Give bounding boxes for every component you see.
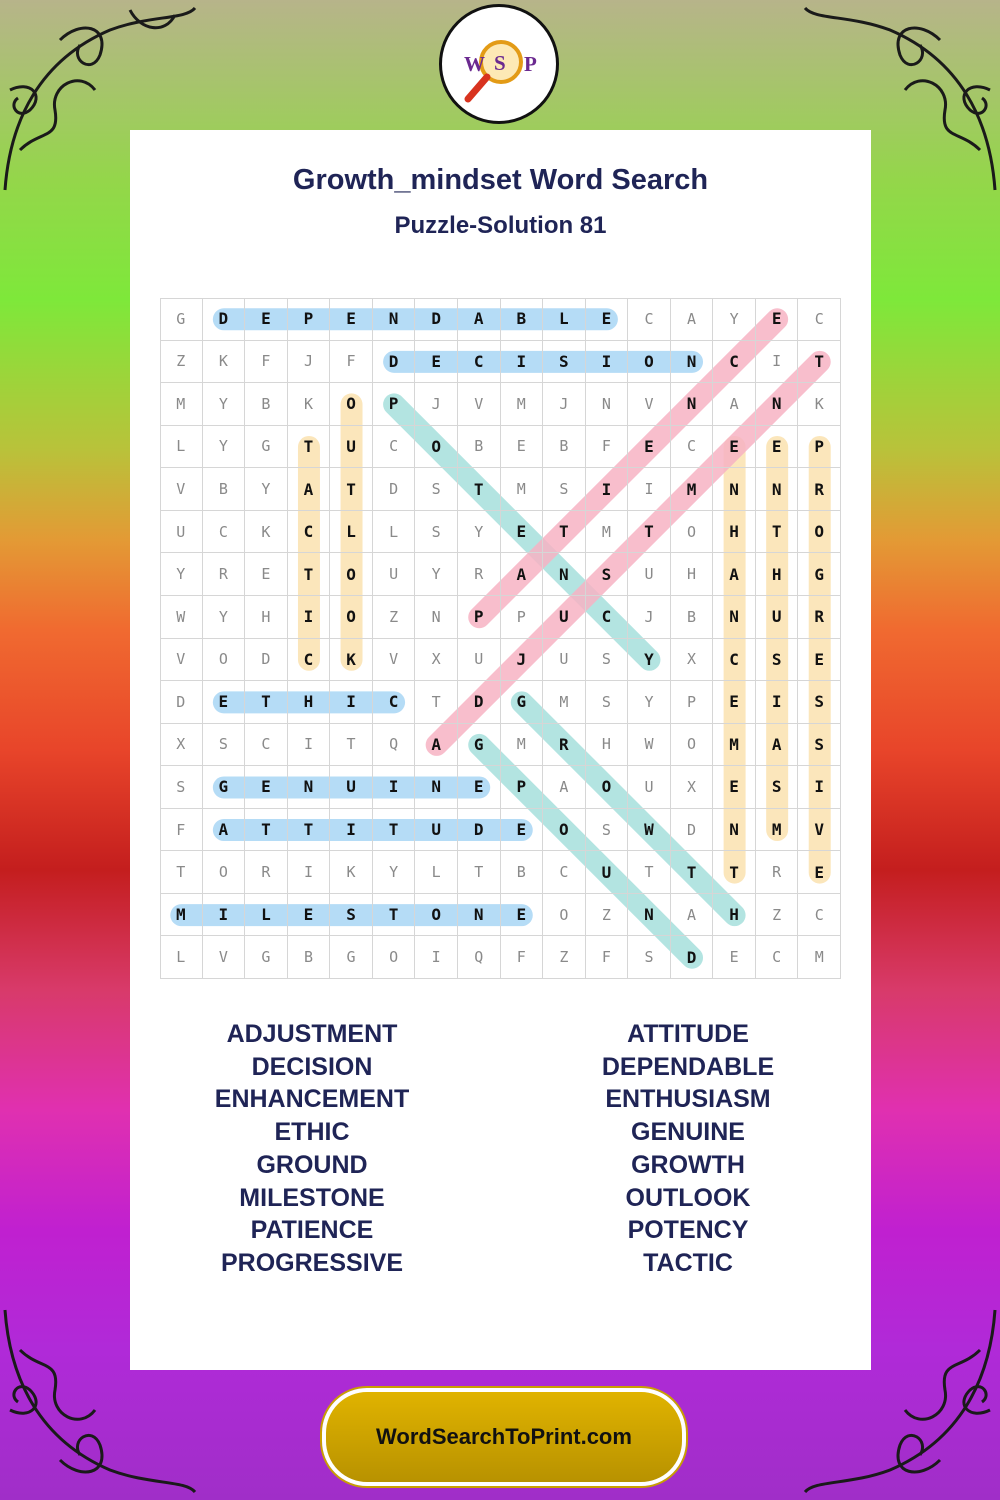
word-list-right [528, 1018, 848, 1280]
grid-cell[interactable]: C [373, 681, 416, 724]
grid-cell[interactable]: E [586, 298, 629, 341]
grid-cell[interactable]: E [756, 426, 799, 469]
grid-cell[interactable]: B [245, 383, 288, 426]
grid-cell[interactable]: A [501, 553, 544, 596]
grid-cell[interactable]: M [501, 468, 544, 511]
grid-cell[interactable]: I [330, 809, 373, 852]
grid-cell[interactable]: F [160, 809, 203, 852]
grid-cell[interactable]: Z [160, 341, 203, 384]
grid-cell[interactable]: N [415, 596, 458, 639]
grid-cell[interactable]: I [288, 851, 331, 894]
word-list-item: MILESTONE [239, 1183, 385, 1212]
grid-cell[interactable]: H [288, 681, 331, 724]
grid-cell[interactable]: P [373, 383, 416, 426]
grid-cell[interactable]: Y [203, 426, 246, 469]
grid-cell[interactable]: R [798, 468, 841, 511]
grid-cell[interactable]: M [586, 511, 629, 554]
grid-cell[interactable]: V [203, 936, 246, 979]
grid-cell[interactable]: V [160, 468, 203, 511]
grid-cell[interactable]: E [415, 341, 458, 384]
grid-cell[interactable]: C [288, 511, 331, 554]
site-link-button[interactable]: WordSearchToPrint.com [322, 1388, 686, 1486]
grid-cell[interactable]: Q [373, 724, 416, 767]
grid-cell[interactable]: J [628, 596, 671, 639]
grid-cell[interactable]: L [373, 511, 416, 554]
grid-cell[interactable]: J [501, 639, 544, 682]
grid-cell[interactable]: W [160, 596, 203, 639]
grid-cell[interactable]: I [415, 936, 458, 979]
grid-cell[interactable]: X [671, 639, 714, 682]
grid-cell[interactable]: A [288, 468, 331, 511]
grid-cell[interactable]: D [203, 298, 246, 341]
grid-cell[interactable]: G [330, 936, 373, 979]
grid-cell[interactable]: G [203, 766, 246, 809]
grid-cell[interactable]: S [798, 724, 841, 767]
grid-cell[interactable]: C [288, 639, 331, 682]
word-list-item: ATTITUDE [627, 1020, 749, 1048]
grid-cell[interactable]: V [373, 639, 416, 682]
grid-cell[interactable]: U [543, 596, 586, 639]
word-search-grid [160, 298, 841, 979]
grid-cell[interactable]: E [713, 681, 756, 724]
grid-cell[interactable]: L [543, 298, 586, 341]
grid-cell[interactable]: Z [543, 936, 586, 979]
grid-cell[interactable]: R [458, 553, 501, 596]
grid-cell[interactable]: Z [586, 894, 629, 937]
logo-letter-w: W [464, 52, 485, 76]
word-list-item: PATIENCE [250, 1216, 374, 1245]
grid-cell[interactable]: E [713, 426, 756, 469]
word-list-left [152, 1018, 472, 1280]
grid-cell[interactable]: Y [415, 553, 458, 596]
grid-cell[interactable]: W [628, 809, 671, 852]
grid-cell[interactable]: N [373, 298, 416, 341]
grid-cell[interactable]: S [586, 809, 629, 852]
grid-cell[interactable]: A [671, 298, 714, 341]
grid-cell[interactable]: Y [245, 468, 288, 511]
grid-cell[interactable]: E [245, 553, 288, 596]
grid-cell[interactable]: C [671, 426, 714, 469]
grid-cell[interactable]: B [543, 426, 586, 469]
grid-cell[interactable]: F [330, 341, 373, 384]
grid-cell[interactable]: Y [628, 681, 671, 724]
grid-cell[interactable]: S [203, 724, 246, 767]
grid-cell[interactable]: B [288, 936, 331, 979]
grid-cell[interactable]: K [330, 639, 373, 682]
magnifier-icon [442, 7, 556, 121]
grid-cell[interactable]: S [330, 894, 373, 937]
grid-cell[interactable]: G [501, 681, 544, 724]
grid-cell[interactable]: N [756, 468, 799, 511]
grid-cell[interactable]: Y [160, 553, 203, 596]
grid-cell[interactable]: C [373, 426, 416, 469]
grid-cell[interactable]: T [628, 851, 671, 894]
grid-cell[interactable]: P [458, 596, 501, 639]
grid-cell[interactable]: S [586, 639, 629, 682]
grid-cell[interactable]: O [330, 553, 373, 596]
word-list-item: POTENCY [627, 1216, 749, 1245]
grid-cell[interactable]: H [586, 724, 629, 767]
grid-cell[interactable]: E [245, 766, 288, 809]
grid-cell[interactable]: R [245, 851, 288, 894]
grid-cell[interactable]: K [288, 383, 331, 426]
grid-cell[interactable]: T [671, 851, 714, 894]
grid-cell[interactable]: L [245, 894, 288, 937]
word-list-item: GROWTH [631, 1150, 745, 1179]
grid-cell[interactable]: T [373, 809, 416, 852]
grid-cell[interactable]: K [330, 851, 373, 894]
grid-cell[interactable]: E [501, 426, 544, 469]
grid-cell[interactable]: M [501, 724, 544, 767]
grid-cell[interactable]: T [330, 724, 373, 767]
grid-cell[interactable]: X [671, 766, 714, 809]
grid-cell[interactable]: S [798, 681, 841, 724]
grid-cell[interactable]: Y [458, 511, 501, 554]
grid-cell[interactable]: Y [373, 851, 416, 894]
grid-cell[interactable]: E [330, 298, 373, 341]
grid-cell[interactable]: D [671, 936, 714, 979]
grid-cell[interactable]: O [628, 341, 671, 384]
puzzle-panel [130, 130, 871, 1370]
site-logo[interactable] [439, 4, 559, 124]
grid-cell[interactable]: C [756, 936, 799, 979]
grid-cell[interactable]: D [415, 298, 458, 341]
word-list-item: DEPENDABLE [601, 1052, 775, 1081]
grid-cell[interactable]: J [415, 383, 458, 426]
grid-cell[interactable]: N [713, 596, 756, 639]
grid-cell[interactable]: C [586, 596, 629, 639]
grid-cell[interactable]: I [288, 596, 331, 639]
grid-cell[interactable]: E [501, 809, 544, 852]
grid-cell[interactable]: D [160, 681, 203, 724]
grid-cell[interactable]: D [373, 468, 416, 511]
grid-cell[interactable]: U [628, 766, 671, 809]
grid-cell[interactable]: S [756, 766, 799, 809]
grid-cell[interactable]: H [713, 894, 756, 937]
page-subtitle: Puzzle-Solution 81 [394, 212, 607, 239]
logo-letter-p: P [524, 52, 537, 76]
grid-cell[interactable]: M [798, 936, 841, 979]
grid-cell[interactable]: T [458, 851, 501, 894]
grid-cell[interactable]: H [756, 553, 799, 596]
grid-cell[interactable]: N [713, 809, 756, 852]
grid-cell[interactable]: G [458, 724, 501, 767]
grid-cell[interactable]: T [713, 851, 756, 894]
grid-cell[interactable]: V [458, 383, 501, 426]
grid-cell[interactable]: T [798, 341, 841, 384]
grid-cell[interactable]: I [501, 341, 544, 384]
grid-cell[interactable]: F [501, 936, 544, 979]
grid-cell[interactable]: E [713, 766, 756, 809]
grid-cell[interactable]: A [458, 298, 501, 341]
word-list-item: GENUINE [631, 1118, 745, 1147]
grid-cell[interactable]: H [671, 553, 714, 596]
grid-cell[interactable]: X [160, 724, 203, 767]
grid-cell[interactable]: N [713, 468, 756, 511]
grid-cell[interactable]: R [203, 553, 246, 596]
grid-cell[interactable]: C [713, 341, 756, 384]
grid-cell[interactable]: E [288, 894, 331, 937]
grid-cell[interactable]: T [373, 894, 416, 937]
grid-cell[interactable]: C [543, 851, 586, 894]
grid-cell[interactable]: M [160, 383, 203, 426]
grid-cell[interactable]: A [415, 724, 458, 767]
grid-cell[interactable]: T [288, 553, 331, 596]
grid-cell[interactable]: I [288, 724, 331, 767]
grid-cell[interactable]: E [628, 426, 671, 469]
grid-cell[interactable]: T [628, 511, 671, 554]
grid-cell[interactable]: O [330, 596, 373, 639]
grid-cell[interactable]: C [713, 639, 756, 682]
grid-cell[interactable]: U [756, 596, 799, 639]
grid-cell[interactable]: K [203, 341, 246, 384]
grid-cell[interactable]: K [245, 511, 288, 554]
grid-cell[interactable]: C [798, 894, 841, 937]
word-list-item: ETHIC [274, 1118, 350, 1147]
grid-cell[interactable]: S [415, 511, 458, 554]
grid-cell[interactable]: N [628, 894, 671, 937]
grid-cell[interactable]: E [713, 936, 756, 979]
grid-cell[interactable]: C [245, 724, 288, 767]
grid-cell[interactable]: Y [628, 639, 671, 682]
grid-cell[interactable]: F [586, 426, 629, 469]
grid-cell[interactable]: P [798, 426, 841, 469]
grid-cell[interactable]: U [458, 639, 501, 682]
grid-cell[interactable]: O [330, 383, 373, 426]
grid-cell[interactable]: K [798, 383, 841, 426]
grid-cell[interactable]: D [245, 639, 288, 682]
grid-cell[interactable]: I [756, 681, 799, 724]
grid-cell[interactable]: T [458, 468, 501, 511]
grid-cell[interactable]: U [330, 426, 373, 469]
grid-cell[interactable]: O [415, 426, 458, 469]
grid-cell[interactable]: F [245, 341, 288, 384]
grid-cell[interactable]: P [501, 596, 544, 639]
grid-cell[interactable]: T [288, 809, 331, 852]
word-list-item: ADJUSTMENT [226, 1020, 398, 1048]
grid-cell[interactable]: O [203, 851, 246, 894]
grid-cell[interactable]: O [373, 936, 416, 979]
grid-cell[interactable]: H [245, 596, 288, 639]
grid-cell[interactable]: P [501, 766, 544, 809]
grid-cell[interactable]: N [458, 894, 501, 937]
grid-cell[interactable]: I [373, 766, 416, 809]
logo-letter-s: S [494, 51, 506, 75]
grid-cell[interactable]: X [415, 639, 458, 682]
grid-cell[interactable]: S [543, 468, 586, 511]
grid-cell[interactable]: Y [203, 596, 246, 639]
grid-cell[interactable]: M [543, 681, 586, 724]
grid-cell[interactable]: E [501, 894, 544, 937]
grid-cell[interactable]: C [203, 511, 246, 554]
grid-cell[interactable]: E [756, 298, 799, 341]
grid-cell[interactable]: N [671, 383, 714, 426]
grid-cell[interactable]: Y [713, 298, 756, 341]
grid-cell[interactable]: E [798, 639, 841, 682]
grid-cell[interactable]: U [373, 553, 416, 596]
grid-cell[interactable]: U [415, 809, 458, 852]
grid-cell[interactable]: I [798, 766, 841, 809]
grid-cell[interactable]: L [330, 511, 373, 554]
grid-cell[interactable]: E [203, 681, 246, 724]
grid-cell[interactable]: C [628, 298, 671, 341]
grid-cell[interactable]: W [628, 724, 671, 767]
page-title: Growth_mindset Word Search [292, 164, 709, 196]
grid-cell[interactable]: P [671, 681, 714, 724]
grid-cell[interactable]: O [543, 809, 586, 852]
grid-cell[interactable]: E [501, 511, 544, 554]
grid-cell[interactable]: J [543, 383, 586, 426]
grid-cell[interactable]: M [501, 383, 544, 426]
grid-cell[interactable]: U [628, 553, 671, 596]
grid-cell[interactable]: N [586, 383, 629, 426]
grid-cell[interactable]: M [756, 809, 799, 852]
grid-cell[interactable]: F [586, 936, 629, 979]
grid-cell[interactable]: S [543, 341, 586, 384]
grid-cell[interactable]: A [203, 809, 246, 852]
grid-cell[interactable]: L [415, 851, 458, 894]
grid-cell[interactable]: G [245, 936, 288, 979]
grid-cell[interactable]: T [756, 511, 799, 554]
grid-cell[interactable]: S [628, 936, 671, 979]
grid-cell[interactable]: V [798, 809, 841, 852]
grid-cell[interactable]: G [798, 553, 841, 596]
grid-cell[interactable]: U [160, 511, 203, 554]
word-list-item: TACTIC [643, 1248, 733, 1277]
grid-cell[interactable]: E [245, 298, 288, 341]
grid-cell[interactable]: C [458, 341, 501, 384]
grid-cell[interactable]: L [160, 426, 203, 469]
grid-cell[interactable]: A [713, 553, 756, 596]
grid-cell[interactable]: D [458, 681, 501, 724]
grid-cell[interactable]: M [160, 894, 203, 937]
grid-cell[interactable]: M [671, 468, 714, 511]
grid-cell[interactable]: A [671, 894, 714, 937]
grid-cell[interactable]: S [586, 553, 629, 596]
grid-cell[interactable]: S [415, 468, 458, 511]
grid-cell[interactable]: I [628, 468, 671, 511]
grid-cell[interactable]: A [756, 724, 799, 767]
grid-cell[interactable]: N [415, 766, 458, 809]
grid-cell[interactable]: U [330, 766, 373, 809]
grid-cell[interactable]: T [330, 468, 373, 511]
grid-cell[interactable]: T [543, 511, 586, 554]
word-list-item: GROUND [256, 1150, 368, 1179]
grid-cell[interactable]: O [543, 894, 586, 937]
grid-cell[interactable]: D [671, 809, 714, 852]
grid-cell[interactable]: R [543, 724, 586, 767]
grid-cell[interactable]: I [586, 468, 629, 511]
grid-cell[interactable]: T [245, 681, 288, 724]
grid-cell[interactable]: J [288, 341, 331, 384]
grid-cell[interactable]: S [586, 681, 629, 724]
word-list-item: DECISION [251, 1052, 373, 1081]
grid-cell[interactable]: N [543, 553, 586, 596]
grid-cell[interactable]: B [501, 298, 544, 341]
grid-cell[interactable]: O [586, 766, 629, 809]
grid-cell[interactable]: B [458, 426, 501, 469]
grid-cell[interactable]: N [756, 383, 799, 426]
grid-cell[interactable]: O [415, 894, 458, 937]
grid-cell[interactable]: I [330, 681, 373, 724]
word-list-item: PROGRESSIVE [221, 1248, 403, 1277]
grid-cell[interactable]: O [798, 511, 841, 554]
grid-cell[interactable]: G [160, 298, 203, 341]
grid-cell[interactable]: N [288, 766, 331, 809]
grid-cell[interactable]: U [586, 851, 629, 894]
grid-cell[interactable]: D [458, 809, 501, 852]
grid-cell[interactable]: H [713, 511, 756, 554]
grid-cell[interactable]: S [756, 639, 799, 682]
grid-cell[interactable]: R [798, 596, 841, 639]
grid-cell[interactable]: I [586, 341, 629, 384]
grid-cell[interactable]: O [203, 639, 246, 682]
grid-cell[interactable]: Q [458, 936, 501, 979]
grid-cell[interactable]: I [203, 894, 246, 937]
grid-cell[interactable]: I [756, 341, 799, 384]
grid-cell[interactable]: T [160, 851, 203, 894]
grid-cell[interactable]: T [415, 681, 458, 724]
grid-cell[interactable]: O [671, 724, 714, 767]
grid-cell[interactable]: G [245, 426, 288, 469]
grid-cell[interactable]: U [543, 639, 586, 682]
grid-cell[interactable]: S [160, 766, 203, 809]
word-list-item: OUTLOOK [625, 1183, 751, 1212]
grid-cell[interactable]: M [713, 724, 756, 767]
word-list-item: ENHANCEMENT [214, 1085, 410, 1114]
grid-cell[interactable]: B [671, 596, 714, 639]
grid-cell[interactable]: Z [756, 894, 799, 937]
grid-cell[interactable]: N [671, 341, 714, 384]
grid-cell[interactable]: T [245, 809, 288, 852]
grid-cell[interactable]: C [798, 298, 841, 341]
word-list-item: ENTHUSIASM [605, 1085, 771, 1114]
grid-cell[interactable]: A [543, 766, 586, 809]
grid-cell[interactable]: L [160, 936, 203, 979]
grid-cell[interactable]: P [288, 298, 331, 341]
grid-cell[interactable]: B [501, 851, 544, 894]
grid-cell[interactable]: V [160, 639, 203, 682]
grid-cell[interactable]: V [628, 383, 671, 426]
grid-cell[interactable]: E [798, 851, 841, 894]
grid-cell[interactable]: Y [203, 383, 246, 426]
grid-cell[interactable]: A [713, 383, 756, 426]
grid-cell[interactable]: O [671, 511, 714, 554]
grid-cell[interactable]: B [203, 468, 246, 511]
grid-cell[interactable]: R [756, 851, 799, 894]
grid-cell[interactable]: T [288, 426, 331, 469]
grid-cell[interactable]: Z [373, 596, 416, 639]
grid-cell[interactable]: D [373, 341, 416, 384]
grid-cell[interactable]: E [458, 766, 501, 809]
